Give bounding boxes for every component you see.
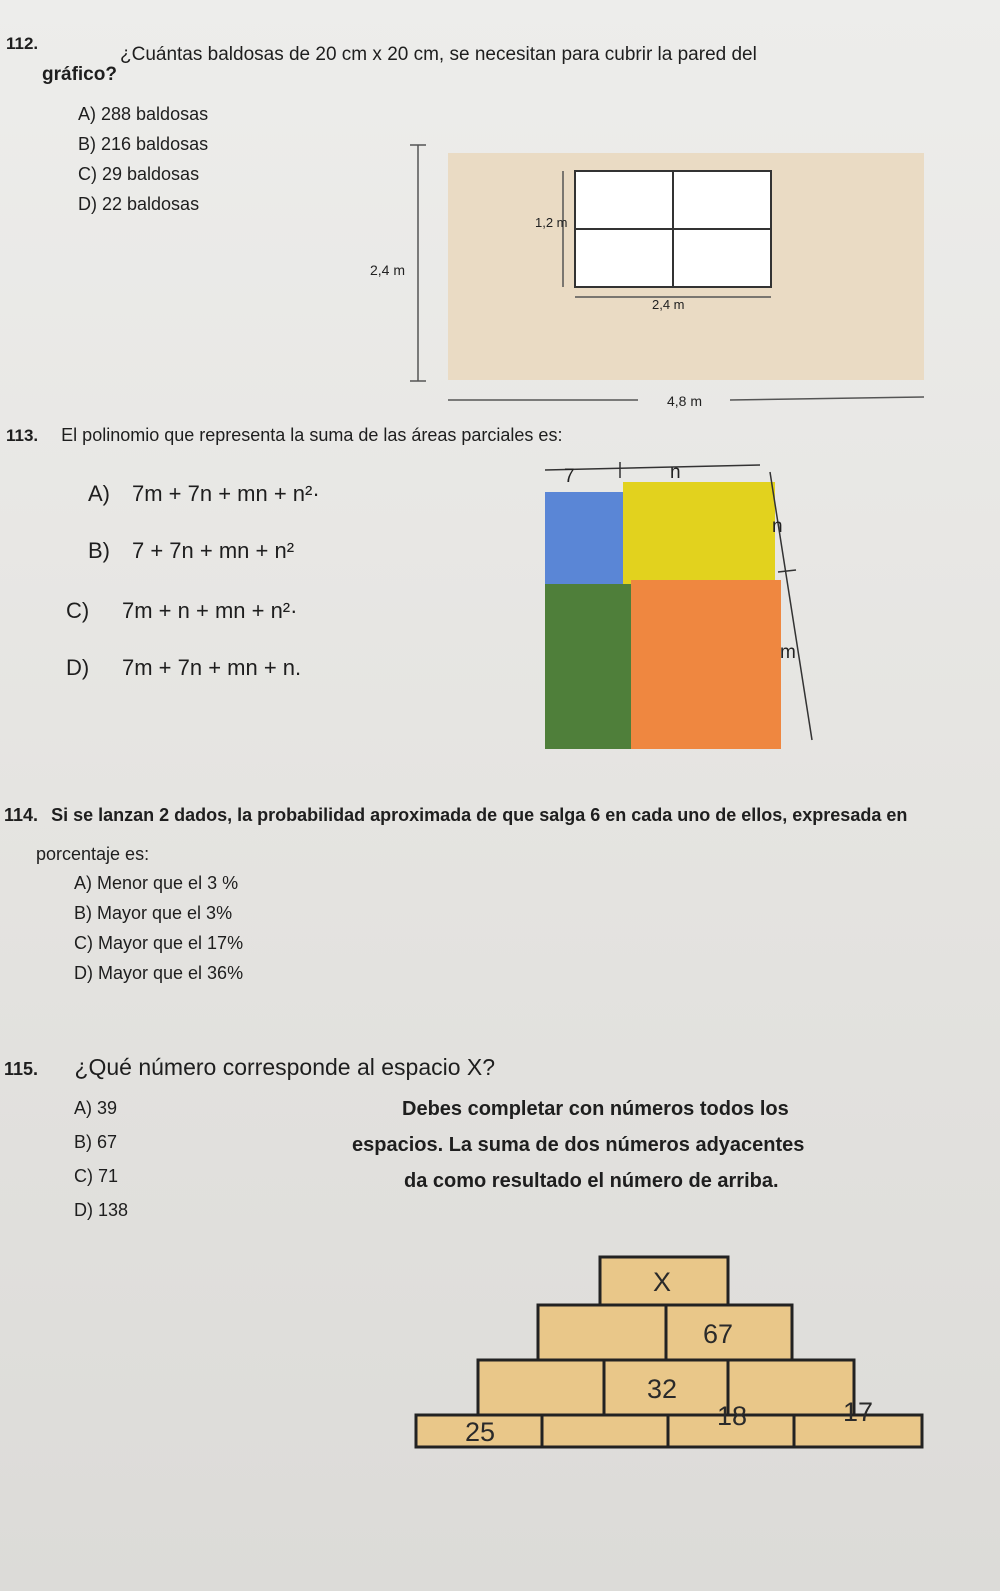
pyramid-value-18: 18 [716,1401,748,1431]
q114-question-line2: porcentaje es: [36,844,150,864]
q113-option-a [88,481,320,507]
q113-option-d [66,655,301,681]
area-figure [520,460,840,760]
wall-width-label: 4,8 m [667,393,703,409]
number-pyramid [400,1235,940,1455]
label-n-side: n [772,516,783,537]
option-label: D) [66,655,90,680]
label-n-top: n [670,462,681,483]
q114-option-c: C) Mayor que el 17% [74,933,244,953]
q112-option-d: D) 22 baldosas [78,194,200,214]
yellow-region [623,482,775,584]
window-height-label: 1,2 m [535,215,568,230]
q114-option-a: A) Menor que el 3 % [74,873,239,893]
wall-height-label: 2,4 m [370,262,406,278]
option-label: A) [88,481,110,506]
q115-option-a: A) 39 [74,1098,118,1118]
q114-header [4,805,907,826]
pyramid-cell-r2-1 [538,1305,666,1360]
q114-number: 114. [4,805,39,825]
q115-option-c: C) 71 [74,1166,119,1186]
option-label: C) [66,598,90,623]
q113-option-b [88,538,294,564]
q115-option-b: B) 67 [74,1132,118,1152]
q114-question-line1: Si se lanzan 2 dados, la probabilidad aproximada de que salga 6 en cada uno de ellos, expresada en [51,805,908,825]
q115-question: ¿Qué número corresponde al espacio X? [74,1054,496,1080]
top-dimension-line [545,465,760,470]
option-formula: 7m + n + mn + n²· [122,598,298,623]
q115-instruction-line2: espacios. La suma de dos números adyacentes [352,1134,805,1156]
wall-figure [360,135,940,420]
pyramid-cell-r4-2 [542,1415,668,1447]
q112-option-b: B) 216 baldosas [78,134,209,154]
q115-instruction-line1: Debes completar con números todos los [402,1098,789,1120]
green-region [545,584,631,749]
q112-number: 112. [6,34,39,53]
blue-region [545,492,623,584]
q112-option-a: A) 288 baldosas [78,104,209,124]
wall-width-line-right [730,397,924,400]
option-formula: 7m + 7n + mn + n²· [132,481,320,506]
pyramid-value-17: 17 [842,1397,874,1427]
label-7: 7 [564,466,575,487]
pyramid-value-x: X [652,1267,672,1297]
q113-number: 113. [6,426,39,445]
label-m-side: m [780,642,796,663]
q114-option-b: B) Mayor que el 3% [74,903,233,923]
option-label: B) [88,538,110,563]
q115-instruction-line3: da como resultado el número de arriba. [404,1170,779,1192]
pyramid-value-25: 25 [464,1417,496,1447]
q115-header [4,1054,495,1081]
q112-question-line2: gráfico? [42,64,117,85]
option-formula: 7 + 7n + mn + n² [132,538,295,563]
pyramid-cell-r3-1 [478,1360,604,1415]
q112-question-line1: ¿Cuántas baldosas de 20 cm x 20 cm, se necesitan para cubrir la pared del [120,44,757,65]
q114-option-d: D) Mayor que el 36% [74,963,244,983]
pyramid-value-32: 32 [646,1374,678,1404]
q113-question: El polinomio que representa la suma de las áreas parciales es: [61,425,563,445]
q112-option-c: C) 29 baldosas [78,164,200,184]
window-width-label: 2,4 m [652,297,685,312]
q113-header [6,425,562,446]
q115-number: 115. [4,1059,39,1079]
q113-option-c [66,598,297,624]
pyramid-value-67: 67 [702,1319,734,1349]
option-formula: 7m + 7n + mn + n. [122,655,302,680]
q115-option-d: D) 138 [74,1200,129,1220]
orange-region [631,580,781,749]
